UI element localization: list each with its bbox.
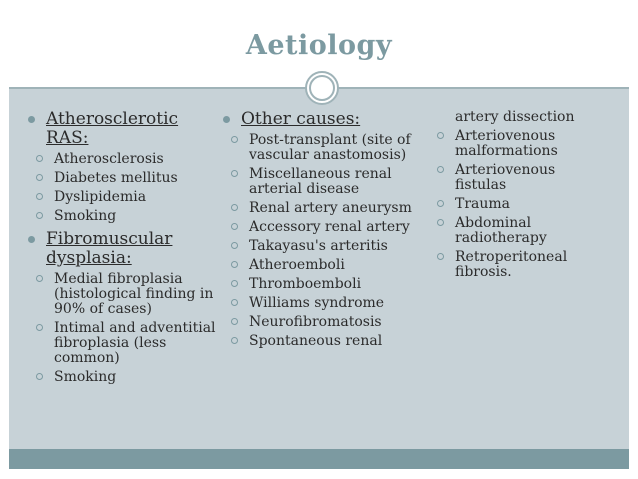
bullet-circle-icon <box>36 212 43 219</box>
list-item-text: Thromboemboli <box>249 276 362 292</box>
list-item <box>22 370 222 385</box>
list-heading <box>22 110 222 148</box>
list-item-text: Atheroemboli <box>249 257 345 273</box>
list-item <box>217 239 417 254</box>
list-item <box>217 201 417 216</box>
list-item-text: Intimal and adventitial fibroplasia (less common) <box>54 320 216 366</box>
list-item <box>217 334 417 349</box>
bullet-circle-icon <box>36 275 43 282</box>
bullet-circle-icon <box>36 373 43 380</box>
bullet-dot-icon <box>223 116 230 123</box>
list-item-text: Diabetes mellitus <box>54 170 178 186</box>
bullet-circle-icon <box>36 324 43 331</box>
list-item-text: Spontaneous renal <box>249 333 383 349</box>
list-item <box>217 315 417 330</box>
bullet-dot-icon <box>28 116 35 123</box>
list-item <box>423 216 608 246</box>
bullet-circle-icon <box>231 223 238 230</box>
list-item <box>217 220 417 235</box>
list-item-text: Renal artery aneurysm <box>249 200 412 216</box>
list-item-text: Medial fibroplasia (histological finding in 90% of cases) <box>54 271 214 317</box>
list-item <box>217 258 417 273</box>
bullet-dot-icon <box>28 236 35 243</box>
column-2 <box>217 110 417 349</box>
bullet-circle-icon <box>231 170 238 177</box>
list-item-text: Abdominal radiotherapy <box>455 215 547 246</box>
list-item-text: Accessory renal artery <box>249 219 410 235</box>
bottom-band <box>9 449 629 469</box>
bullet-circle-icon <box>437 253 444 260</box>
column-1 <box>22 110 222 385</box>
list-item <box>22 321 222 366</box>
list-item <box>22 209 222 224</box>
list-item-text: Dyslipidemia <box>54 189 147 205</box>
heading-other-causes: Other causes: <box>241 109 361 129</box>
bullet-circle-icon <box>231 261 238 268</box>
list-item <box>22 152 222 167</box>
bullet-circle-icon <box>36 193 43 200</box>
list-item-text: Smoking <box>54 369 117 385</box>
heading-atherosclerotic: Atherosclerotic RAS: <box>46 109 179 148</box>
list-item-text: Smoking <box>54 208 117 224</box>
list-item <box>423 163 608 193</box>
list-continuation: artery dissection <box>455 109 575 125</box>
list-item <box>22 171 222 186</box>
bullet-circle-icon <box>437 166 444 173</box>
list-item <box>217 277 417 292</box>
list-item-text: Arteriovenous fistulas <box>455 162 556 193</box>
bullet-circle-icon <box>437 219 444 226</box>
list-item-text: Atherosclerosis <box>54 151 164 167</box>
list-item <box>217 167 417 197</box>
list-item <box>423 197 608 212</box>
list-item-text: Miscellaneous renal arterial disease <box>249 166 392 197</box>
list-item-text: Takayasu's arteritis <box>249 238 388 254</box>
bullet-circle-icon <box>231 136 238 143</box>
list-item <box>22 272 222 317</box>
list-item <box>22 190 222 205</box>
divider-ornament-inner <box>309 75 335 101</box>
bullet-circle-icon <box>231 318 238 325</box>
bullet-circle-icon <box>231 280 238 287</box>
bullet-circle-icon <box>231 299 238 306</box>
bullet-circle-icon <box>437 200 444 207</box>
list-heading <box>22 230 222 268</box>
bullet-circle-icon <box>231 204 238 211</box>
list-item-text: Williams syndrome <box>249 295 385 311</box>
list-item-text: Neurofibromatosis <box>249 314 382 330</box>
bullet-circle-icon <box>231 242 238 249</box>
bullet-circle-icon <box>36 155 43 162</box>
list-item <box>423 129 608 159</box>
slide-title: Aetiology <box>245 30 393 61</box>
bullet-circle-icon <box>36 174 43 181</box>
column-3 <box>423 110 608 280</box>
list-item <box>423 250 608 280</box>
bullet-circle-icon <box>231 337 238 344</box>
list-item-text: Retroperitoneal fibrosis. <box>455 249 568 280</box>
list-item-text: Post-transplant (site of vascular anastomosis) <box>249 132 411 163</box>
list-item-text: Arteriovenous malformations <box>455 128 558 159</box>
bullet-circle-icon <box>437 132 444 139</box>
list-item-text: Trauma <box>455 196 511 212</box>
list-heading <box>217 110 417 129</box>
list-item <box>217 133 417 163</box>
list-item <box>217 296 417 311</box>
heading-fibromuscular: Fibromuscular dysplasia: <box>46 229 173 268</box>
